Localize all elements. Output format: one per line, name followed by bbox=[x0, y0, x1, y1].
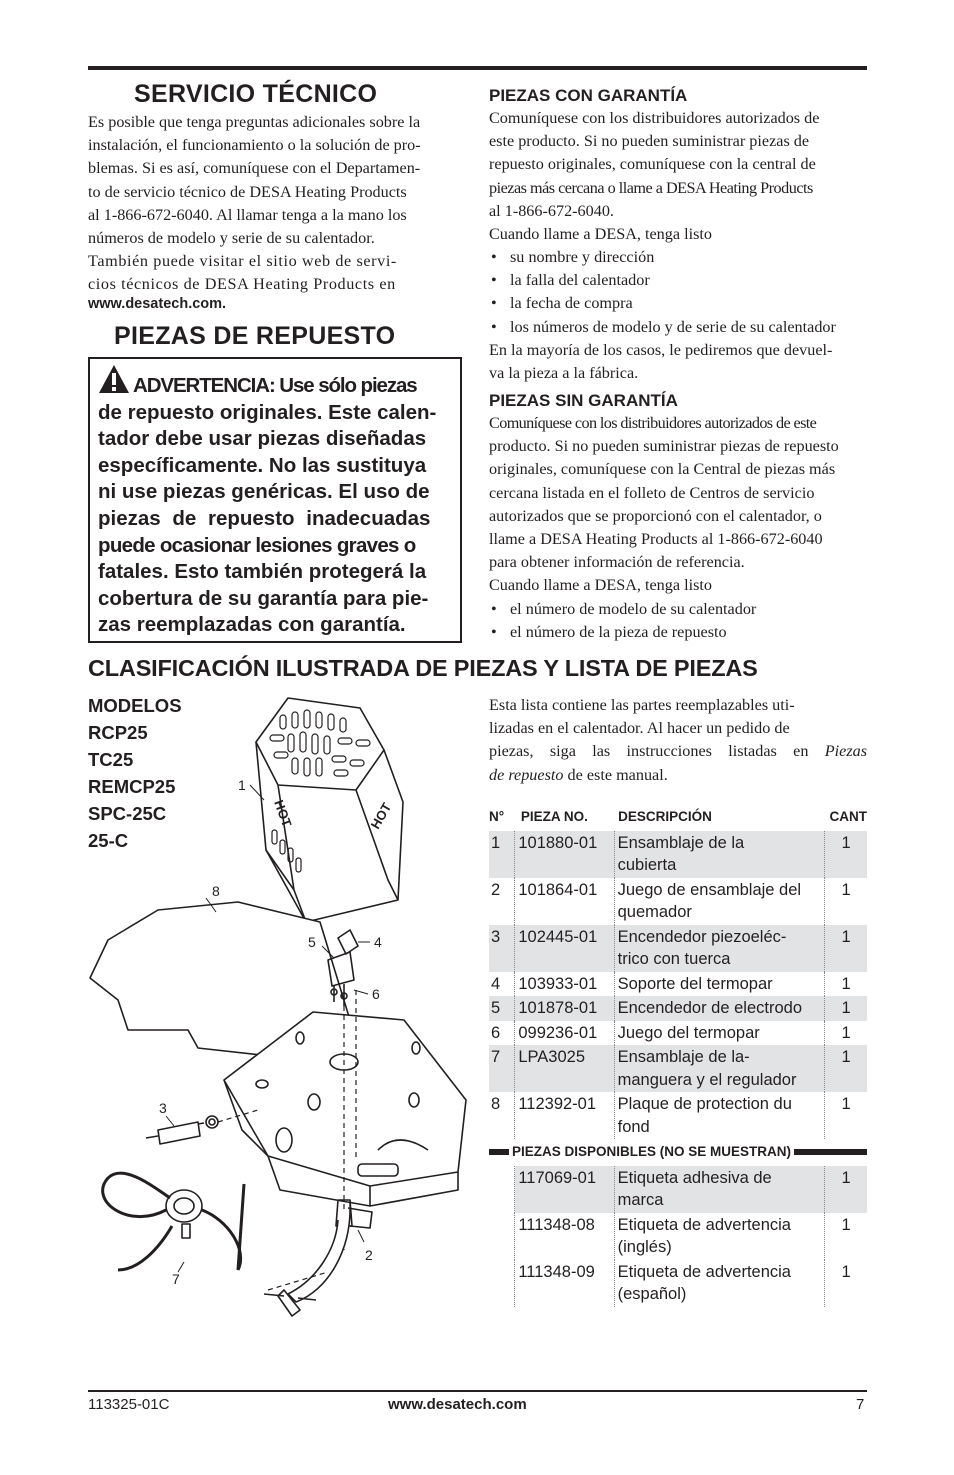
table-row bbox=[489, 1213, 867, 1260]
text-line: piezas de repuesto inadecuadas bbox=[98, 506, 431, 530]
cell-pieza: 103933-01 bbox=[515, 972, 614, 997]
cell-pieza: 102445-01 bbox=[515, 925, 614, 972]
cell-cant: 1 bbox=[825, 972, 867, 997]
cell-pieza: 117069-01 bbox=[515, 1166, 614, 1213]
model-item: SPC-25C bbox=[88, 803, 167, 824]
con-garantia-title: PIEZAS CON GARANTÍA bbox=[489, 86, 688, 105]
model-item: REMCP25 bbox=[88, 776, 176, 797]
cell-cant: 1 bbox=[825, 1045, 867, 1092]
footer-url[interactable]: www.desatech.com bbox=[388, 1396, 527, 1413]
text-line bbox=[489, 764, 867, 787]
cell-desc: Encendedor de electrodo bbox=[614, 996, 825, 1021]
text-line: autorizados que se proporcionó con el calentador, o bbox=[489, 506, 822, 525]
cell-pieza: 101880-01 bbox=[515, 831, 614, 878]
cell-n: 1 bbox=[489, 831, 515, 878]
con-garantia-paragraph bbox=[489, 107, 867, 246]
servicio-title: SERVICIO TÉCNICO bbox=[134, 80, 378, 108]
text-line: repuesto originales, comuníquese con la central de bbox=[489, 155, 816, 174]
cell-n: 4 bbox=[491, 974, 501, 993]
cell-n: 8 bbox=[491, 1095, 501, 1113]
repuesto-title: PIEZAS DE REPUESTO bbox=[114, 322, 396, 350]
subheader-wrap bbox=[489, 1141, 867, 1164]
hose-regulator-part bbox=[103, 1173, 244, 1270]
callout-3: 3 bbox=[159, 1100, 167, 1116]
servicio-paragraph-2 bbox=[88, 250, 465, 296]
text-line: to de servicio técnico de DESA Heating Products bbox=[88, 182, 407, 201]
text-fragment: piezas, siga las instrucciones listadas en bbox=[489, 742, 809, 761]
callout-6: 6 bbox=[372, 986, 380, 1002]
text-line: cobertura de su garantía para pie- bbox=[98, 586, 429, 610]
text-line: al 1-866-672-6040. bbox=[489, 201, 614, 220]
cell-desc: Plaque de protection du fond bbox=[614, 1092, 825, 1139]
cell-n: 2 bbox=[491, 880, 501, 899]
cell-cant: 1 bbox=[825, 1260, 867, 1307]
table-row bbox=[489, 878, 867, 925]
text-fragment: de este manual. bbox=[563, 765, 668, 784]
text-line: específicamente. No las sustituya bbox=[98, 453, 427, 477]
text-line: ADVERTENCIA: Use sólo piezas bbox=[133, 374, 417, 397]
parts-diagram bbox=[88, 690, 480, 1340]
manual-reference: Piezas bbox=[824, 742, 868, 761]
callout-5: 5 bbox=[308, 934, 316, 950]
cell-pieza: 101878-01 bbox=[515, 996, 614, 1021]
text-line bbox=[489, 740, 867, 763]
text-line: este producto. Si no pueden suministrar piezas de bbox=[489, 132, 810, 151]
cell-n bbox=[489, 1260, 515, 1307]
table-row bbox=[489, 1092, 867, 1139]
manual-reference-end: de repuesto bbox=[489, 765, 564, 784]
text-line: va la pieza a la fábrica. bbox=[489, 364, 639, 383]
text-line: instalación, el funcionamiento o la solución de pro- bbox=[88, 136, 421, 155]
footer-page-number: 7 bbox=[856, 1396, 865, 1413]
text-line: cercana listada en el folleto de Centros de servicio bbox=[489, 483, 815, 502]
callout-4: 4 bbox=[374, 934, 382, 950]
col-header-n: N° bbox=[489, 809, 505, 824]
table-header-row bbox=[489, 806, 867, 831]
list-item: • el número de la pieza de repuesto bbox=[489, 621, 869, 644]
cell-desc: Soporte del termopar bbox=[614, 972, 825, 997]
cell-cant: 1 bbox=[825, 996, 867, 1021]
cell-n: 6 bbox=[491, 1023, 501, 1042]
text-line: Cuando llame a DESA, tenga listo bbox=[489, 225, 712, 244]
sin-garantia-paragraph bbox=[489, 412, 867, 598]
cell-cant: 1 bbox=[825, 831, 867, 878]
cell-pieza: 111348-08 bbox=[515, 1213, 614, 1260]
callout-1: 1 bbox=[238, 777, 246, 793]
table-subheader-row bbox=[489, 1139, 867, 1166]
cell-desc: Juego del termopar bbox=[614, 1021, 825, 1046]
text-line: fatales. Esto también protegerá la bbox=[98, 560, 427, 584]
cell-cant: 1 bbox=[825, 878, 867, 925]
servicio-paragraph-1 bbox=[88, 111, 465, 250]
model-item: TC25 bbox=[88, 749, 134, 770]
cell-desc: Etiqueta de advertencia (español) bbox=[614, 1260, 825, 1307]
col-header-cant: CANT bbox=[829, 809, 867, 824]
subheader-bar bbox=[794, 1149, 867, 1155]
text-line: Es posible que tenga preguntas adicionales sobre la bbox=[88, 113, 421, 131]
text-line: tador debe usar piezas diseñadas bbox=[98, 427, 427, 451]
cell-n: 7 bbox=[489, 1045, 515, 1092]
text-line: zas reemplazadas con garantía. bbox=[98, 613, 406, 637]
cell-n bbox=[489, 1213, 515, 1260]
callout-7: 7 bbox=[172, 1271, 180, 1287]
cell-desc: Ensamblaje de la- manguera y el regulador bbox=[614, 1045, 825, 1092]
cell-cant: 1 bbox=[825, 1166, 867, 1213]
cell-desc: Etiqueta adhesiva de marca bbox=[614, 1166, 825, 1213]
cell-n bbox=[489, 1166, 515, 1213]
cell-cant: 1 bbox=[825, 925, 867, 972]
text-line: puede ocasionar lesiones graves o bbox=[98, 533, 416, 557]
subheader-bar bbox=[489, 1149, 509, 1155]
burner-assembly-part bbox=[264, 1200, 372, 1316]
text-line: Comuníquese con los distribuidores autorizados de este bbox=[489, 414, 817, 432]
footer-doc-number: 113325-01C bbox=[88, 1396, 170, 1413]
cell-pieza: 111348-09 bbox=[515, 1260, 614, 1307]
clasificacion-intro bbox=[489, 694, 867, 787]
hot-label: HOT bbox=[271, 797, 295, 829]
cell-desc: Juego de ensamblaje del quemador bbox=[614, 878, 825, 925]
text-line: números de modelo y serie de su calentador. bbox=[88, 229, 375, 248]
cell-pieza: LPA3025 bbox=[515, 1045, 614, 1092]
top-rule bbox=[88, 66, 867, 70]
table-row bbox=[489, 1021, 867, 1046]
con-garantia-after bbox=[489, 339, 867, 385]
text-line: lizadas en el calentador. Al hacer un pedido de bbox=[489, 719, 790, 738]
subheader-label: PIEZAS DISPONIBLES (NO SE MUESTRAN) bbox=[512, 1144, 792, 1159]
text-line: Esta lista contiene las partes reemplazables uti- bbox=[489, 696, 795, 714]
col-header-desc: DESCRIPCIÓN bbox=[618, 809, 712, 824]
text-line: llame a DESA Heating Products al 1-866-672-6040 bbox=[489, 530, 823, 549]
list-item: • su nombre y dirección bbox=[489, 246, 879, 269]
callout-2: 2 bbox=[365, 1247, 373, 1263]
list-item: • la falla del calentador bbox=[489, 269, 879, 292]
table-row bbox=[489, 1260, 867, 1307]
col-header-pieza: PIEZA NO. bbox=[520, 809, 588, 824]
sin-garantia-title: PIEZAS SIN GARANTÍA bbox=[489, 391, 678, 410]
table-row bbox=[489, 1045, 867, 1092]
model-item: RCP25 bbox=[88, 722, 148, 743]
text-line: También puede visitar el sitio web de servi- bbox=[88, 252, 397, 270]
table-row bbox=[489, 972, 867, 997]
cell-desc: Etiqueta de advertencia (inglés) bbox=[614, 1213, 825, 1260]
list-item: • los números de modelo y de serie de su calentador bbox=[489, 316, 879, 339]
cell-pieza: 099236-01 bbox=[515, 1021, 614, 1046]
text-line: Cuando llame a DESA, tenga listo bbox=[489, 576, 712, 595]
models-label: MODELOS bbox=[88, 695, 182, 716]
text-line: piezas más cercana o llame a DESA Heating Products bbox=[489, 178, 813, 197]
text-line: ni use piezas genéricas. El uso de bbox=[98, 480, 430, 504]
list-item: • la fecha de compra bbox=[489, 292, 879, 315]
hot-label: HOT bbox=[367, 800, 395, 832]
table-row bbox=[489, 925, 867, 972]
warning-text bbox=[98, 373, 454, 639]
con-garantia-bullets bbox=[489, 246, 879, 339]
subheader-cell bbox=[489, 1139, 867, 1166]
callout-8: 8 bbox=[212, 883, 220, 899]
clasificacion-title: CLASIFICACIÓN ILUSTRADA DE PIEZAS Y LISTA DE PIEZAS bbox=[88, 655, 758, 681]
text-line: cios técnicos de DESA Heating Products en bbox=[88, 275, 396, 294]
cell-pieza: 112392-01 bbox=[515, 1092, 614, 1139]
cell-n: 3 bbox=[489, 925, 515, 972]
text-line: blemas. Si es así, comuníquese con el Departamen- bbox=[88, 159, 421, 178]
cell-cant: 1 bbox=[825, 1213, 867, 1260]
text-line: producto. Si no pueden suministrar piezas de repuesto bbox=[489, 437, 839, 456]
text-line: En la mayoría de los casos, le pediremos que devuel- bbox=[489, 341, 833, 359]
sin-garantia-bullets bbox=[489, 598, 869, 644]
parts-table bbox=[489, 806, 867, 1307]
table-row bbox=[489, 831, 867, 878]
cell-cant: 1 bbox=[825, 1092, 867, 1139]
cell-desc: Ensamblaje de la cubierta bbox=[614, 831, 825, 878]
cover-part bbox=[256, 698, 403, 922]
cell-cant: 1 bbox=[825, 1021, 867, 1046]
list-item: • el número de modelo de su calentador bbox=[489, 598, 869, 621]
warning-box bbox=[88, 357, 462, 643]
text-line: al 1-866-672-6040. Al llamar tenga a la mano los bbox=[88, 205, 407, 224]
cell-pieza: 101864-01 bbox=[515, 878, 614, 925]
model-item: 25-C bbox=[88, 830, 129, 851]
footer-rule bbox=[88, 1390, 867, 1392]
text-line: Comuníquese con los distribuidores autorizados de bbox=[489, 109, 820, 127]
text-line: de repuesto originales. Este calen- bbox=[98, 400, 437, 424]
table-row bbox=[489, 996, 867, 1021]
text-line: para obtener información de referencia. bbox=[489, 553, 745, 572]
cell-desc: Encendedor piezoeléc- trico con tuerca bbox=[614, 925, 825, 972]
table-row bbox=[489, 1166, 867, 1213]
cell-n: 5 bbox=[489, 996, 515, 1021]
servicio-url[interactable]: www.desatech.com. bbox=[88, 296, 227, 312]
text-line: originales, comuníquese con la Central de piezas más bbox=[489, 460, 836, 479]
